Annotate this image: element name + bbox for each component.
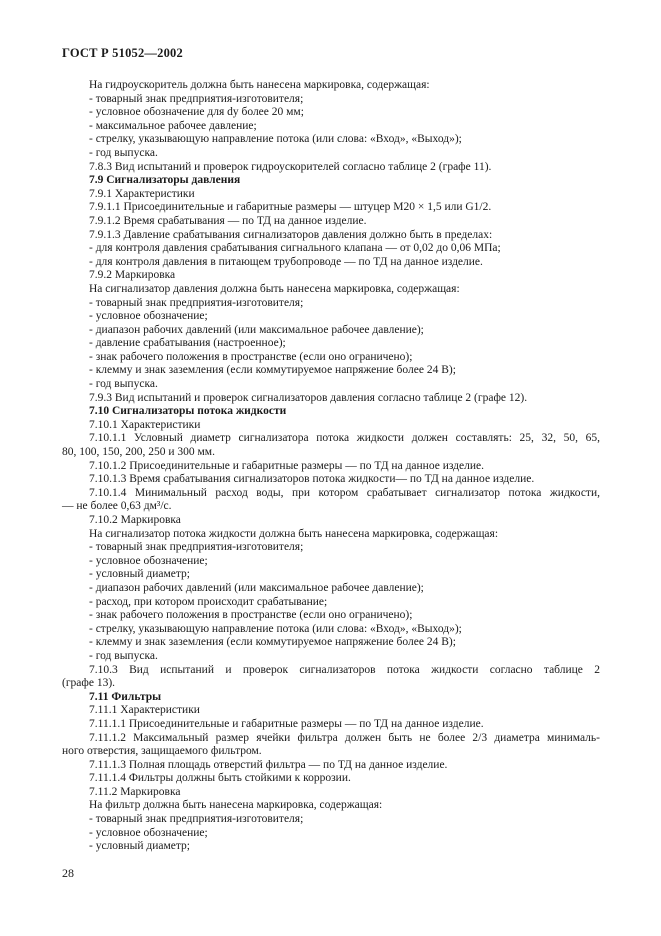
text-line: 7.10.3 Вид испытаний и проверок сигнализаторов потока жидкости согласно таблице 2 (89, 663, 600, 676)
page-number: 28 (62, 866, 74, 880)
text-line: - товарный знак предприятия-изготовителя; (89, 813, 304, 826)
text-line: 7.11.1.1 Присоединительные и габаритные размеры — по ТД на данное изделие. (89, 717, 484, 730)
text-line: На фильтр должна быть нанесена маркировка, содержащая: (89, 799, 383, 812)
text-line: - условное обозначение; (89, 310, 208, 323)
text-line: - клемму и знак заземления (если коммутируемое напряжение более 24 В); (89, 636, 456, 649)
text-line: 7.10.1.2 Присоединительные и габаритные размеры — по ТД на данное изделие. (89, 459, 485, 472)
text-line: 7.11.2 Маркировка (89, 785, 181, 798)
text-line: - товарный знак предприятия-изготовителя; (89, 92, 304, 105)
text-line: 7.9.3 Вид испытаний и проверок сигнализаторов давления согласно таблице 2 (графе 12). (89, 391, 528, 404)
text-line: 7.9.1.3 Давление срабатывания сигнализаторов давления должно быть в пределах: (89, 228, 493, 241)
text-line: - стрелку, указывающую направление потока (или слова: «Вход», «Выход»); (89, 133, 462, 146)
text-line: 7.9.1 Характеристики (89, 187, 195, 200)
text-line: (графе 13). (62, 677, 116, 690)
text-line: На сигнализатор потока жидкости должна быть нанесена маркировка, содержащая: (89, 527, 499, 540)
section-heading: 7.11 Фильтры (89, 690, 162, 703)
text-line: 7.11.1.3 Полная площадь отверстий фильтра — по ТД на данное изделие. (89, 758, 448, 771)
text-line: 7.11.1.4 Фильтры должны быть стойкими к коррозии. (89, 772, 351, 785)
text-line: - давление срабатывания (настроенное); (89, 337, 286, 350)
text-line: ного отверстия, защищаемого фильтром. (62, 745, 262, 758)
text-line: - знак рабочего положения в пространстве (если оно ограничено); (89, 350, 413, 363)
text-line: 7.10.1.4 Минимальный расход воды, при котором срабатывает сигнализатор потока жидкости, (89, 486, 600, 499)
section-heading: 7.10 Сигнализаторы потока жидкости (89, 405, 287, 418)
text-line: 7.10.1.1 Условный диаметр сигнализатора потока жидкости должен составлять: 25, 32, 50, 65, (89, 432, 600, 445)
document-body (62, 79, 600, 854)
text-line: - знак рабочего положения в пространстве (если оно ограничено); (89, 609, 413, 622)
text-line: На гидроускоритель должна быть нанесена маркировка, содержащая: (89, 79, 430, 91)
text-line: - товарный знак предприятия-изготовителя; (89, 541, 304, 554)
text-line: - стрелку, указывающую направление потока (или слова: «Вход», «Выход»); (89, 622, 462, 635)
text-line: 80, 100, 150, 200, 250 и 300 мм. (62, 446, 215, 459)
text-line: - для контроля давления в питающем трубопроводе — по ТД на данное изделие. (89, 255, 483, 268)
text-line: - диапазон рабочих давлений (или максимальное рабочее давление); (89, 581, 424, 594)
document-header: ГОСТ Р 51052—2002 (62, 46, 183, 60)
text-line: - диапазон рабочих давлений (или максимальное рабочее давление); (89, 323, 424, 336)
text-line: 7.11.1.2 Максимальный размер ячейки фильтра должен быть не более 2/3 диаметра минималь- (89, 731, 600, 744)
text-line: - год выпуска. (89, 146, 158, 159)
section-heading: 7.9 Сигнализаторы давления (89, 174, 241, 187)
text-line: - год выпуска. (89, 649, 158, 662)
text-line: - условное обозначение; (89, 826, 208, 839)
text-line: 7.9.1.2 Время срабатывания — по ТД на данное изделие. (89, 214, 367, 227)
text-line: - максимальное рабочее давление; (89, 119, 257, 132)
text-line: - условный диаметр; (89, 840, 190, 853)
text-line: 7.8.3 Вид испытаний и проверок гидроускорителей согласно таблице 2 (графе 11). (89, 160, 492, 173)
text-line: — не более 0,63 дм³/с. (62, 500, 172, 513)
text-line: 7.9.2 Маркировка (89, 269, 176, 282)
text-line: 7.10.2 Маркировка (89, 514, 181, 526)
text-line: - расход, при котором происходит срабатывание; (89, 595, 328, 608)
text-line: 7.10.1.3 Время срабатывания сигнализаторов потока жидкости— по ТД на данное изделие. (89, 473, 535, 486)
text-line: - условное обозначение; (89, 554, 208, 567)
text-line: - клемму и знак заземления (если коммутируемое напряжение более 24 В); (89, 364, 456, 377)
text-line: - условный диаметр; (89, 568, 190, 581)
text-line: - для контроля давления срабатывания сигнального клапана — от 0,02 до 0,06 МПа; (89, 242, 501, 255)
text-line: На сигнализатор давления должна быть нанесена маркировка, содержащая: (89, 282, 460, 295)
text-line: - год выпуска. (89, 378, 158, 391)
text-line: - условное обозначение для dy более 20 мм; (89, 106, 304, 119)
text-line: 7.9.1.1 Присоединительные и габаритные размеры — штуцер М20 × 1,5 или G1/2. (89, 201, 492, 214)
text-line: - товарный знак предприятия-изготовителя; (89, 296, 304, 309)
text-line: 7.11.1 Характеристики (89, 704, 200, 717)
text-line: 7.10.1 Характеристики (89, 418, 201, 431)
